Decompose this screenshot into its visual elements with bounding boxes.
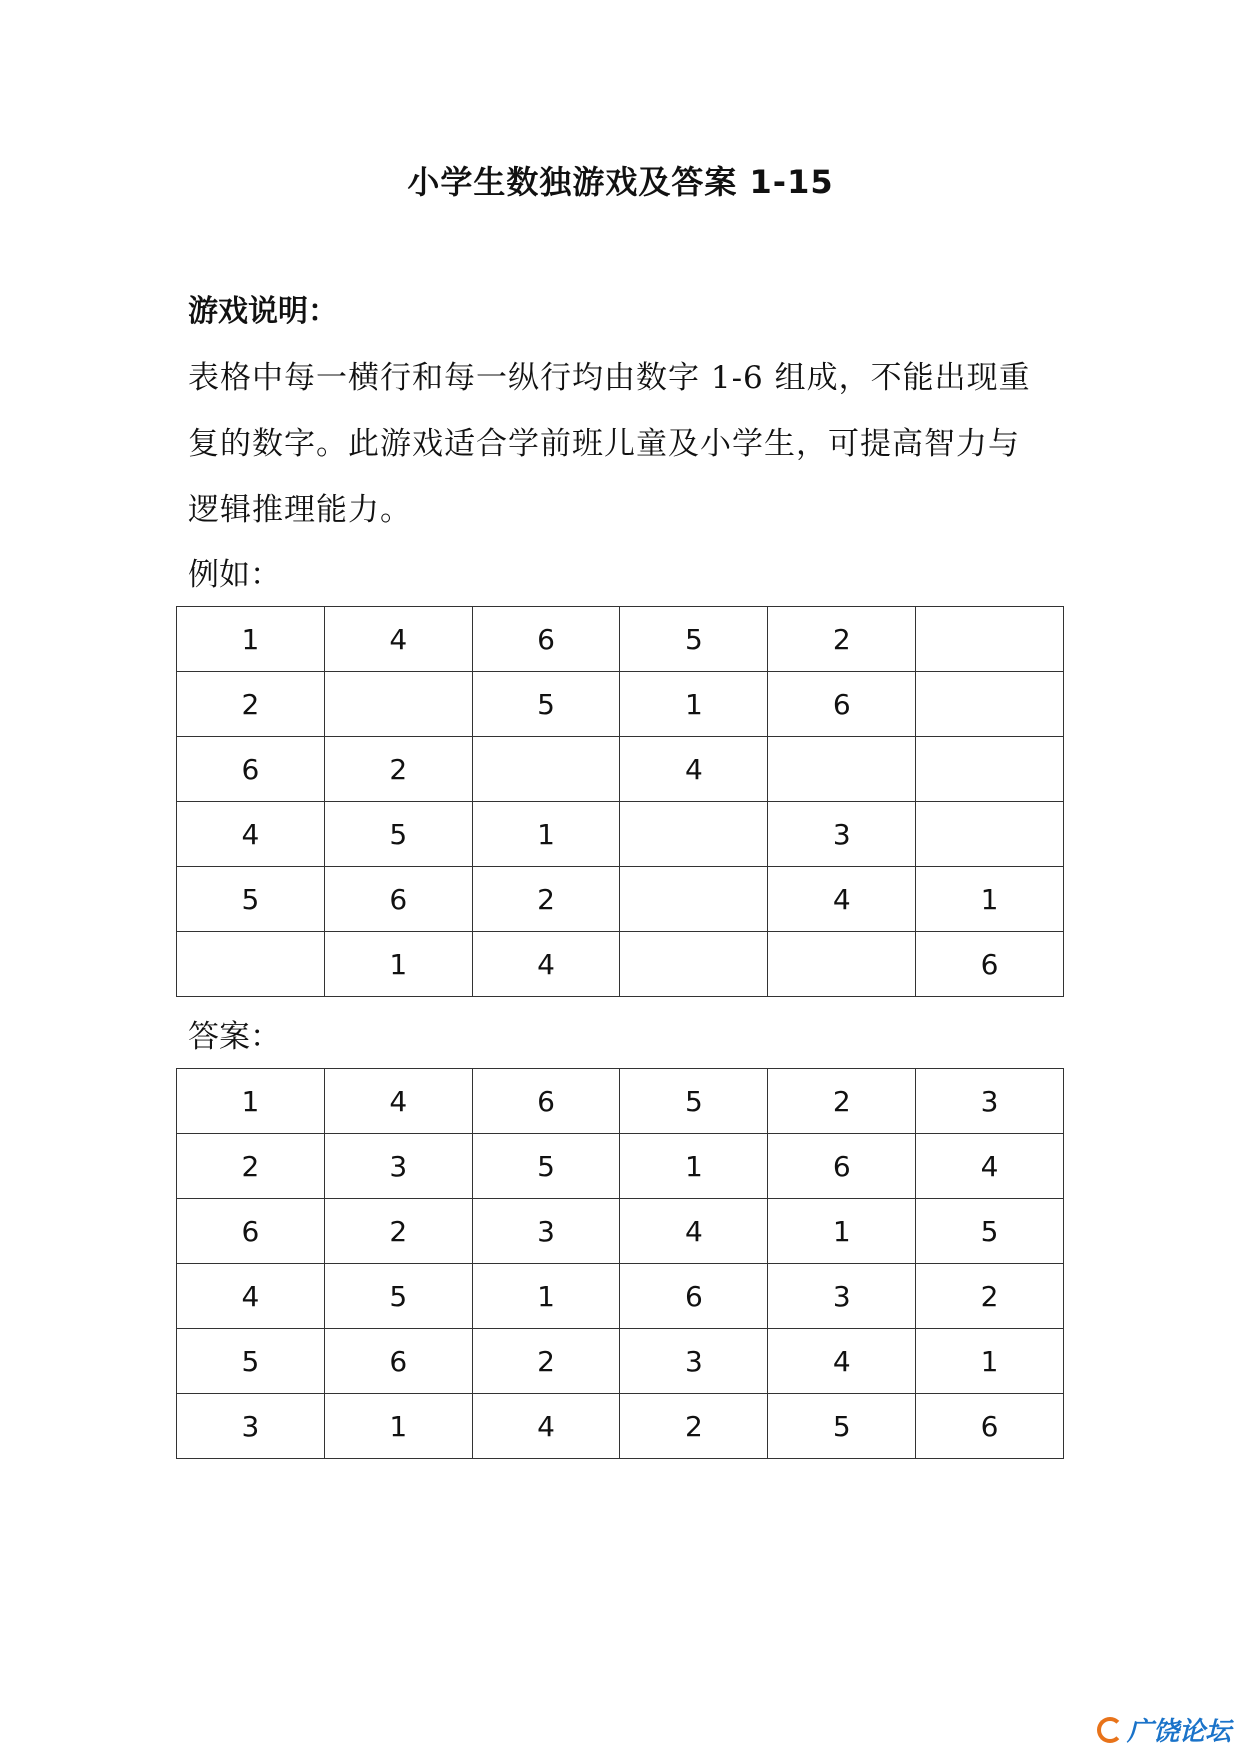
puzzle-cell bbox=[768, 932, 916, 997]
puzzle-cell: 1 bbox=[472, 802, 620, 867]
puzzle-cell: 2 bbox=[472, 867, 620, 932]
solution-cell: 6 bbox=[324, 1329, 472, 1394]
solution-cell: 1 bbox=[177, 1069, 325, 1134]
puzzle-cell bbox=[620, 932, 768, 997]
puzzle-cell: 3 bbox=[768, 802, 916, 867]
solution-row bbox=[177, 1134, 1064, 1199]
solution-cell: 2 bbox=[620, 1394, 768, 1459]
puzzle-cell bbox=[916, 672, 1064, 737]
solution-cell: 3 bbox=[177, 1394, 325, 1459]
watermark-logo bbox=[1097, 1711, 1231, 1748]
puzzle-row bbox=[177, 737, 1064, 802]
puzzle-row bbox=[177, 607, 1064, 672]
puzzle-cell bbox=[620, 802, 768, 867]
puzzle-cell: 4 bbox=[324, 607, 472, 672]
example-label: 例如： bbox=[188, 557, 281, 593]
puzzle-row bbox=[177, 867, 1064, 932]
puzzle-row bbox=[177, 932, 1064, 997]
puzzle-cell: 4 bbox=[768, 867, 916, 932]
solution-cell: 2 bbox=[324, 1199, 472, 1264]
solution-cell: 3 bbox=[768, 1264, 916, 1329]
solution-cell: 5 bbox=[916, 1199, 1064, 1264]
puzzle-cell: 1 bbox=[324, 932, 472, 997]
puzzle-cell: 1 bbox=[177, 607, 325, 672]
solution-cell: 3 bbox=[916, 1069, 1064, 1134]
solution-row bbox=[177, 1329, 1064, 1394]
puzzle-cell bbox=[916, 607, 1064, 672]
solution-cell: 6 bbox=[472, 1069, 620, 1134]
solution-cell: 4 bbox=[620, 1199, 768, 1264]
puzzle-cell: 1 bbox=[620, 672, 768, 737]
solution-cell: 5 bbox=[620, 1069, 768, 1134]
puzzle-row bbox=[177, 802, 1064, 867]
solution-cell: 1 bbox=[472, 1264, 620, 1329]
solution-row bbox=[177, 1264, 1064, 1329]
solution-cell: 6 bbox=[916, 1394, 1064, 1459]
solution-row bbox=[177, 1199, 1064, 1264]
puzzle-cell: 4 bbox=[177, 802, 325, 867]
solution-cell: 5 bbox=[472, 1134, 620, 1199]
page-title: 小学生数独游戏及答案 1-15 bbox=[407, 163, 834, 201]
solution-cell: 3 bbox=[620, 1329, 768, 1394]
solution-grid bbox=[176, 1068, 1064, 1459]
puzzle-cell: 4 bbox=[472, 932, 620, 997]
puzzle-cell bbox=[472, 737, 620, 802]
solution-cell: 5 bbox=[768, 1394, 916, 1459]
puzzle-cell: 6 bbox=[768, 672, 916, 737]
puzzle-cell: 5 bbox=[620, 607, 768, 672]
solution-cell: 3 bbox=[472, 1199, 620, 1264]
solution-row bbox=[177, 1394, 1064, 1459]
solution-cell: 2 bbox=[768, 1069, 916, 1134]
watermark-text: 广饶论坛 bbox=[1126, 1717, 1231, 1747]
solution-cell: 1 bbox=[916, 1329, 1064, 1394]
solution-cell: 6 bbox=[768, 1134, 916, 1199]
puzzle-cell bbox=[177, 932, 325, 997]
puzzle-cell: 1 bbox=[916, 867, 1064, 932]
solution-cell: 6 bbox=[620, 1264, 768, 1329]
solution-cell: 4 bbox=[177, 1264, 325, 1329]
puzzle-cell bbox=[768, 737, 916, 802]
puzzle-cell: 6 bbox=[324, 867, 472, 932]
solution-cell: 4 bbox=[768, 1329, 916, 1394]
instructions-line-3: 逻辑推理能力。 bbox=[188, 492, 412, 528]
answer-label: 答案： bbox=[188, 1019, 281, 1055]
puzzle-cell bbox=[620, 867, 768, 932]
solution-cell: 1 bbox=[768, 1199, 916, 1264]
puzzle-cell: 5 bbox=[472, 672, 620, 737]
solution-cell: 1 bbox=[324, 1394, 472, 1459]
solution-row bbox=[177, 1069, 1064, 1134]
solution-cell: 1 bbox=[620, 1134, 768, 1199]
instructions-line-1: 表格中每一横行和每一纵行均由数字 1-6 组成，不能出现重 bbox=[188, 360, 1031, 396]
puzzle-cell: 4 bbox=[620, 737, 768, 802]
solution-cell: 6 bbox=[177, 1199, 325, 1264]
solution-cell: 3 bbox=[324, 1134, 472, 1199]
puzzle-cell bbox=[916, 802, 1064, 867]
forum-logo-icon bbox=[1097, 1717, 1123, 1743]
puzzle-cell bbox=[324, 672, 472, 737]
puzzle-grid bbox=[176, 606, 1064, 997]
puzzle-cell: 6 bbox=[472, 607, 620, 672]
puzzle-cell: 2 bbox=[324, 737, 472, 802]
puzzle-cell: 2 bbox=[768, 607, 916, 672]
solution-cell: 5 bbox=[177, 1329, 325, 1394]
solution-cell: 2 bbox=[177, 1134, 325, 1199]
solution-cell: 4 bbox=[916, 1134, 1064, 1199]
instructions-heading: 游戏说明： bbox=[188, 294, 338, 329]
solution-cell: 2 bbox=[916, 1264, 1064, 1329]
solution-cell: 4 bbox=[324, 1069, 472, 1134]
puzzle-cell: 5 bbox=[177, 867, 325, 932]
instructions-line-2: 复的数字。此游戏适合学前班儿童及小学生，可提高智力与 bbox=[188, 426, 1020, 462]
solution-cell: 5 bbox=[324, 1264, 472, 1329]
solution-cell: 4 bbox=[472, 1394, 620, 1459]
puzzle-row bbox=[177, 672, 1064, 737]
puzzle-cell: 6 bbox=[177, 737, 325, 802]
puzzle-cell bbox=[916, 737, 1064, 802]
puzzle-cell: 2 bbox=[177, 672, 325, 737]
solution-cell: 2 bbox=[472, 1329, 620, 1394]
puzzle-cell: 6 bbox=[916, 932, 1064, 997]
puzzle-cell: 5 bbox=[324, 802, 472, 867]
